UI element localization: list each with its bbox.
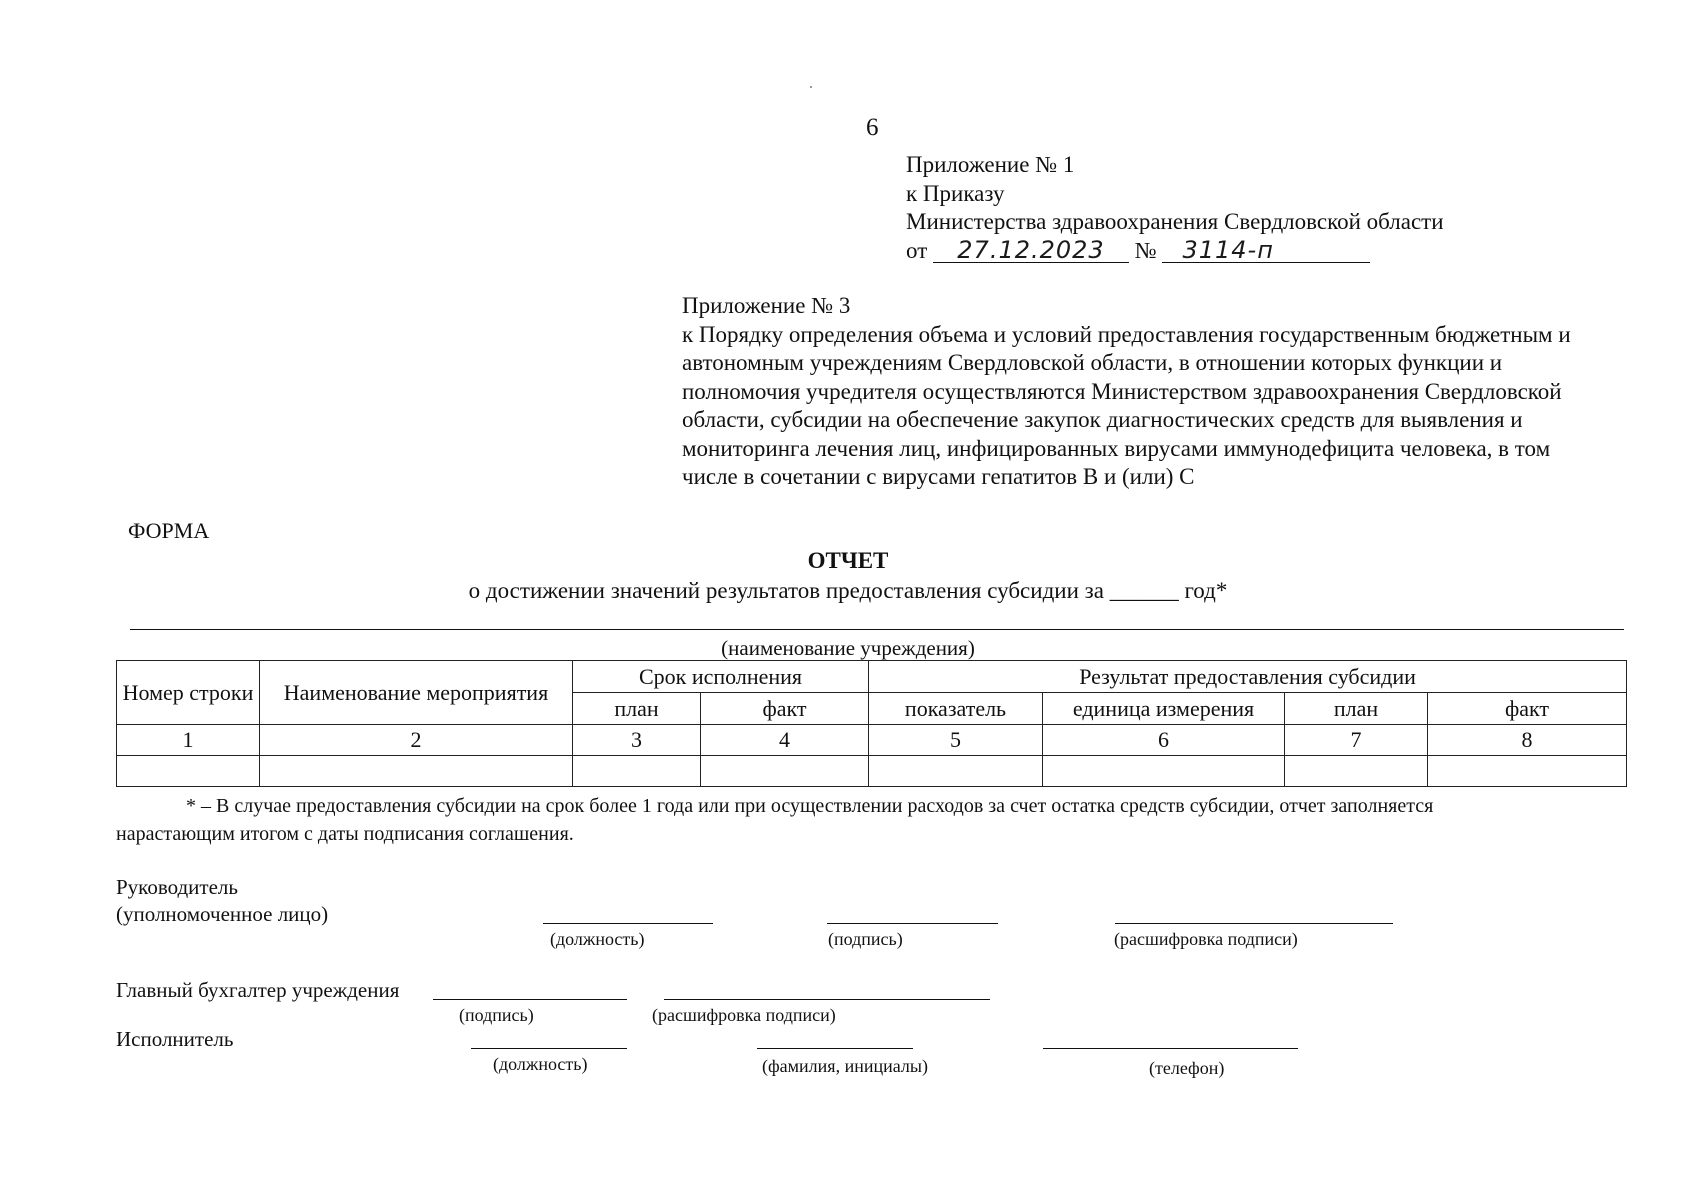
- table-cell[interactable]: [117, 756, 260, 787]
- order-date-handwritten: 27.12.2023: [933, 238, 1129, 263]
- appendix1-block: [906, 151, 1444, 265]
- table-cell[interactable]: [701, 756, 869, 787]
- head-decoding-line[interactable]: [1115, 923, 1393, 924]
- col-number: 6: [1043, 725, 1285, 756]
- header-unit: единица измерения: [1043, 693, 1285, 725]
- number-prefix: №: [1134, 237, 1157, 263]
- table-column-numbers-row: [117, 725, 1627, 756]
- footnote-line2: нарастающим итогом с даты подписания соглашения.: [116, 823, 574, 845]
- institution-name-line: [130, 629, 1624, 630]
- order-number-handwritten: 3114-п: [1162, 238, 1370, 263]
- table-cell[interactable]: [1043, 756, 1285, 787]
- head-position-line[interactable]: [543, 923, 713, 924]
- report-table: [116, 660, 1627, 787]
- executor-name-caption: (фамилия, инициалы): [762, 1056, 928, 1076]
- header-result-fact: факт: [1428, 693, 1627, 725]
- executor-phone-line[interactable]: [1043, 1048, 1298, 1049]
- header-row-number: Номер строки: [117, 661, 260, 725]
- accountant-decoding-caption: (расшифровка подписи): [652, 1005, 836, 1025]
- col-number: 1: [117, 725, 260, 756]
- appendix1-title: Приложение № 1: [906, 152, 1075, 177]
- col-number: 4: [701, 725, 869, 756]
- col-number: 8: [1428, 725, 1627, 756]
- table-cell[interactable]: [260, 756, 573, 787]
- institution-caption: (наименование учреждения): [721, 636, 975, 660]
- accountant-label: Главный бухгалтер учреждения: [116, 978, 400, 1002]
- appendix3-title: Приложение № 3: [682, 293, 851, 318]
- head-position-caption: (должность): [550, 929, 645, 949]
- appendix3-block: [682, 292, 1642, 492]
- table-cell[interactable]: [869, 756, 1043, 787]
- appendix1-line3: Министерства здравоохранения Свердловской области: [906, 209, 1444, 234]
- header-result: Результат предоставления субсидии: [869, 661, 1627, 693]
- table-cell[interactable]: [1285, 756, 1428, 787]
- head-signature-caption: (подпись): [828, 929, 903, 949]
- footnote: [116, 792, 1642, 848]
- appendix3-line: автономным учреждениям Свердловской области, в отношении которых функции и: [682, 350, 1503, 375]
- executor-position-line[interactable]: [471, 1048, 627, 1049]
- col-number: 5: [869, 725, 1043, 756]
- form-label: ФОРМА: [128, 518, 210, 543]
- table-cell[interactable]: [573, 756, 701, 787]
- header-indicator: показатель: [869, 693, 1043, 725]
- header-deadline: Срок исполнения: [573, 661, 869, 693]
- head-label: Руководитель: [116, 875, 238, 899]
- head-label-sub: (уполномоченное лицо): [116, 902, 329, 926]
- head-decoding-caption: (расшифровка подписи): [1114, 929, 1298, 949]
- header-result-plan: план: [1285, 693, 1428, 725]
- page-number: 6: [866, 114, 879, 141]
- appendix3-line: области, субсидии на обеспечение закупок диагностических средств для выявления и: [682, 407, 1523, 432]
- executor-position-caption: (должность): [493, 1054, 588, 1074]
- report-title: ОТЧЕТ: [807, 548, 889, 573]
- appendix3-line: числе в сочетании с вирусами гепатитов В и (или) С: [682, 464, 1195, 489]
- table-row: [117, 756, 1627, 787]
- report-subtitle: о достижении значений результатов предоставления субсидии за ______ год*: [468, 578, 1228, 603]
- executor-name-line[interactable]: [757, 1048, 913, 1049]
- header-event-name: Наименование мероприятия: [260, 661, 573, 725]
- accountant-signature-line[interactable]: [433, 999, 627, 1000]
- executor-phone-caption: (телефон): [1149, 1058, 1225, 1078]
- col-number: 2: [260, 725, 573, 756]
- table-header-row: [117, 661, 1627, 693]
- header-plan: план: [573, 693, 701, 725]
- scan-speck: [810, 86, 812, 88]
- footnote-line1: * – В случае предоставления субсидии на срок более 1 года или при осуществлении расходов за счет остатка средств субсидии, отчет заполняется: [186, 795, 1434, 817]
- date-prefix: от: [906, 237, 928, 263]
- col-number: 3: [573, 725, 701, 756]
- table-cell[interactable]: [1428, 756, 1627, 787]
- appendix3-line: мониторинга лечения лиц, инфицированных вирусами иммунодефицита человека, в том: [682, 435, 1551, 461]
- head-signature-line[interactable]: [827, 923, 998, 924]
- executor-label: Исполнитель: [116, 1027, 234, 1051]
- appendix3-line: к Порядку определения объема и условий предоставления государственным бюджетным и: [682, 321, 1571, 347]
- accountant-decoding-line[interactable]: [664, 999, 990, 1000]
- header-fact: факт: [701, 693, 869, 725]
- appendix1-date-line: [906, 237, 1444, 266]
- appendix3-line: полномочия учредителя осуществляются Министерством здравоохранения Свердловской: [682, 378, 1562, 404]
- appendix1-line2: к Приказу: [906, 180, 1005, 206]
- col-number: 7: [1285, 725, 1428, 756]
- accountant-signature-caption: (подпись): [459, 1005, 534, 1025]
